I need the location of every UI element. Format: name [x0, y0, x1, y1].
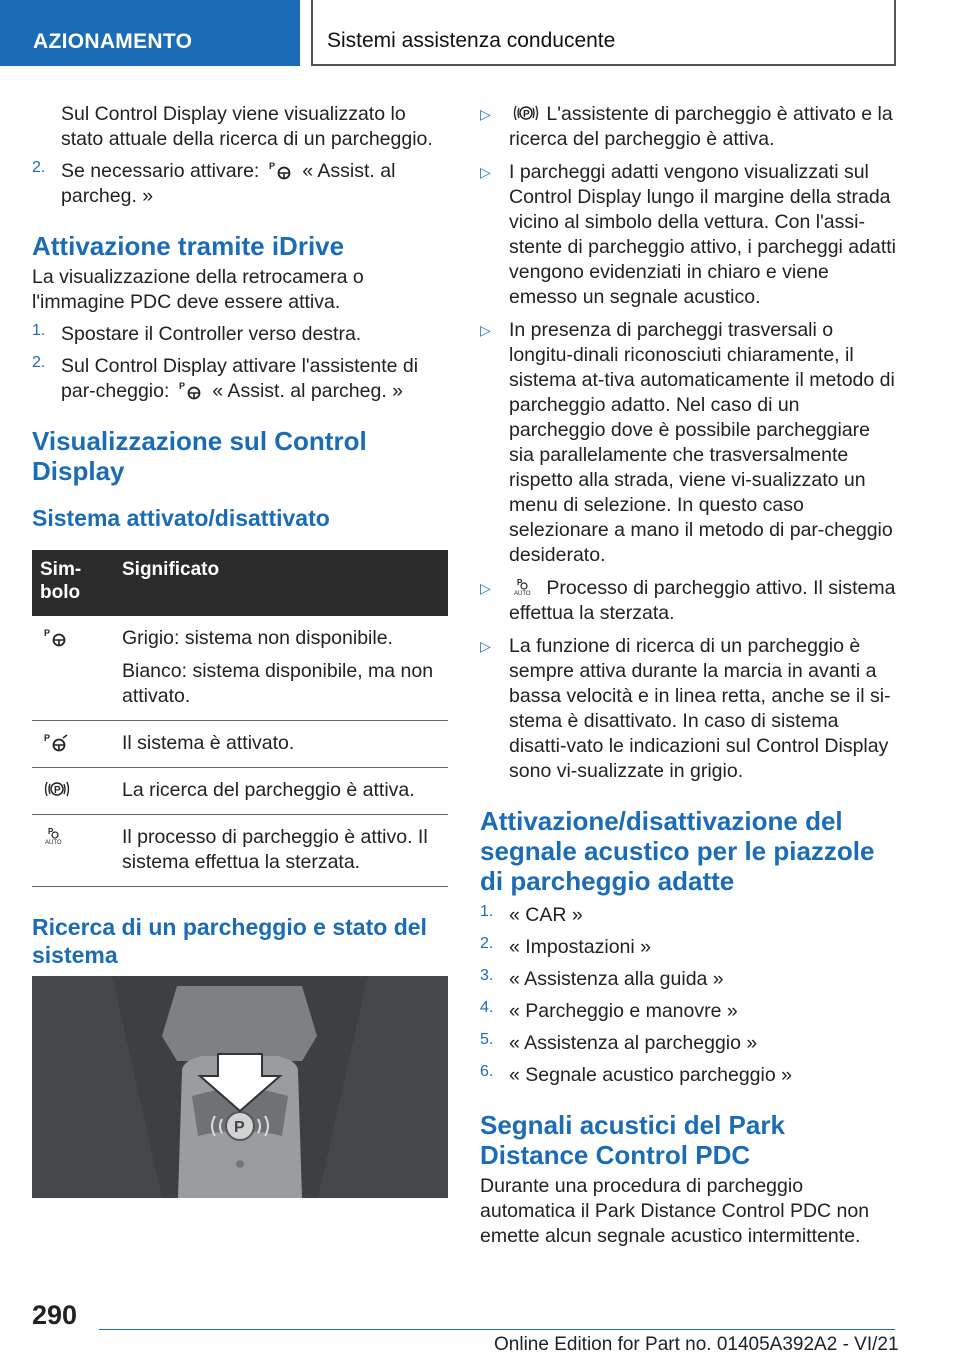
list-item: 6. « Segnale acustico parcheggio »	[480, 1063, 792, 1086]
page-number: 290	[32, 1300, 78, 1330]
list-item: 1. Spostare il Controller verso destra.	[32, 322, 362, 345]
svg-text:P: P	[523, 109, 530, 120]
list-item: 2. Sul Control Display attivare l'assistente di par-cheggio: P « Assist. al parcheg. »	[32, 354, 419, 402]
table-row: P Il sistema è attivato.	[32, 721, 448, 768]
symbol-table	[32, 550, 448, 887]
heading-idrive: Attivazione tramite iDrive	[32, 231, 345, 261]
heading-visualizzazione: Visualizzazione sul Control Display	[32, 426, 367, 486]
list-item: 2. « Impostazioni »	[480, 935, 651, 958]
pdc-text: Durante una procedura di parcheggio automatica il Park Distance Control PDC non emette alcun segnale acustico intermittente.	[480, 1175, 870, 1247]
edition-text: Online Edition for Part no. 01405A392A2 - VI/21	[494, 1334, 899, 1355]
right-column	[480, 102, 898, 1249]
svg-text:P: P	[44, 628, 51, 638]
parking-search-icon	[513, 103, 537, 123]
footer-divider	[99, 1329, 895, 1330]
bullet-item: ▷ In presenza di parcheggi trasversali o longitu-dinali riconosciuti chiaramente, il sistema at-tiva automaticamente il metodo di parcheggio adatto. Nel caso di un parcheggio dove è possibile parcheggiare sia parallelamente che trasversalmente rispetto alla strada, viene vi-sualizzato un menu di selezione. In questo caso selezionare a mano il metodo di par-cheggio desiderato.	[480, 319, 895, 566]
bullet-item: ▷ La funzione di ricerca di un parcheggio è sempre attiva durante la marcia in avanti a bassa velocità e in linea retta, anche se il si-stema è disattivato. In caso di sistema disatti-vato le indicazioni sul Control Display sono vi-sualizzate in grigio.	[480, 635, 891, 782]
list-item: 1. « CAR »	[480, 903, 583, 926]
svg-text:P: P	[48, 827, 54, 836]
table-row: P Grigio: sistema non disponibile. Bianco: sistema disponibile, ma non attivato.	[32, 616, 448, 721]
heading-pdc: Segnali acustici del Park Distance Control PDC	[480, 1110, 785, 1170]
table-header-symbol: Sim-bolo	[32, 550, 114, 616]
section-tab: AZIONAMENTO	[0, 0, 300, 66]
svg-text:P: P	[268, 161, 275, 171]
left-column	[32, 102, 448, 969]
list-item: 3. « Assistenza alla guida »	[480, 967, 724, 990]
idrive-text: La visualizzazione della retrocamera o l'immagine PDC deve essere attiva.	[32, 266, 364, 313]
svg-text:P: P	[44, 733, 51, 743]
list-item: 2. Se necessario attivare: P « Assist. al parcheg. »	[32, 159, 396, 207]
park-assist-grey-icon	[44, 627, 68, 647]
park-auto-icon	[513, 577, 537, 597]
svg-text:P: P	[54, 785, 61, 796]
table-row: P AUTO Il processo di parcheggio è attivo. Il sistema effettua la sterzata.	[32, 815, 448, 887]
table-header-meaning: Significato	[114, 550, 448, 616]
heading-ricerca: Ricerca di un parcheggio e stato del sistema	[32, 914, 427, 968]
heading-acustico: Attivazione/disattivazione del segnale acustico per le piazzole di parcheggio adatte	[480, 806, 875, 896]
list-item: 5. « Assistenza al parcheggio »	[480, 1031, 758, 1054]
parking-search-icon	[44, 779, 68, 799]
park-assist-active-icon	[44, 732, 68, 752]
park-assist-icon	[269, 160, 293, 180]
parking-display-illustration	[32, 976, 448, 1198]
park-assist-icon	[179, 380, 203, 400]
svg-text:P: P	[178, 381, 185, 391]
bullet-item: ▷ I parcheggi adatti vengono visualizzati sul Control Display lungo il margine della strada vicino al simbolo della vettura. Con l'assi-stente di parcheggio attivo, i parcheggi adatti vengono evidenziati in chiaro e viene emesso un segnale acustico.	[480, 161, 897, 308]
list-item: 4. « Parcheggio e manovre »	[480, 999, 738, 1022]
page-header	[0, 0, 960, 66]
heading-sistema: Sistema attivato/disattivato	[32, 505, 330, 531]
park-auto-icon	[44, 826, 68, 846]
table-row: P La ricerca del parcheggio è attiva.	[32, 768, 448, 815]
bullet-item: ▷ P L'assistente di parcheggio è attivato e la ricerca del parcheggio è attiva.	[480, 103, 893, 150]
svg-text:P: P	[234, 1119, 245, 1136]
svg-text:P: P	[517, 578, 523, 587]
chapter-title: Sistemi assistenza conducente	[311, 0, 896, 66]
bullet-item: ▷ P AUTO Processo di parcheggio attivo. Il sistema effettua la sterzata.	[480, 577, 896, 624]
svg-text:AUTO: AUTO	[514, 591, 531, 597]
intro-text: Sul Control Display viene visualizzato lo stato attuale della ricerca di un parcheggio.	[61, 103, 433, 150]
svg-text:AUTO: AUTO	[45, 840, 62, 846]
